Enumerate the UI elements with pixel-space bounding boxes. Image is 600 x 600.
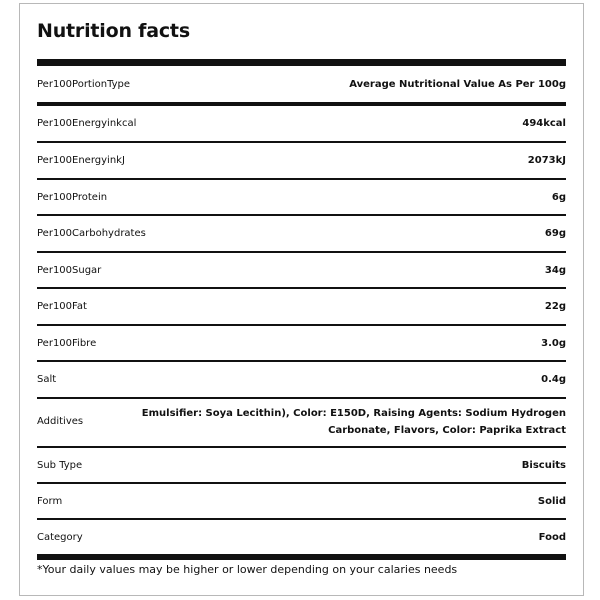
row-label: Per100Sugar — [37, 264, 102, 276]
row-label: Category — [37, 531, 83, 543]
panel-title: Nutrition facts — [37, 20, 190, 42]
row-label: Per100Protein — [37, 191, 108, 203]
nutrition-row — [37, 520, 566, 554]
row-value: 69g — [544, 228, 566, 239]
row-value: Food — [538, 531, 566, 543]
nutrition-row — [37, 484, 566, 518]
row-label: Per100Carbohydrates — [37, 228, 146, 239]
nutrition-row — [37, 216, 566, 251]
header-row-label: Per100PortionType — [37, 78, 131, 90]
nutrition-row — [37, 253, 566, 287]
row-value: 34g — [544, 264, 566, 276]
row-value: 0.4g — [541, 374, 566, 385]
row-label: Form — [37, 495, 63, 507]
header-row-value: Average Nutritional Value As Per 100g — [349, 78, 566, 90]
nutrition-facts-panel — [19, 3, 584, 596]
top-divider — [37, 59, 566, 66]
nutrition-row — [37, 448, 566, 482]
nutrition-row — [37, 143, 566, 178]
row-value: 3.0g — [541, 337, 566, 349]
row-label: Additives — [37, 416, 84, 427]
row-label: Salt — [37, 374, 57, 385]
nutrition-row — [37, 362, 566, 397]
nutrition-row-additives — [37, 399, 566, 444]
nutrition-row — [37, 289, 566, 324]
nutrition-row — [37, 326, 566, 360]
row-label: Per100Fibre — [37, 337, 97, 349]
row-label: Per100EnergyinkJ — [37, 155, 125, 166]
row-value: Solid — [537, 495, 566, 507]
row-value: 22g — [544, 301, 566, 312]
row-value: 2073kJ — [527, 155, 566, 166]
row-value: Biscuits — [521, 459, 566, 471]
nutrition-row — [37, 180, 566, 214]
row-label: Per100Energyinkcal — [37, 118, 137, 129]
bottom-divider — [37, 554, 566, 560]
row-label: Per100Fat — [37, 301, 87, 312]
row-value: 6g — [551, 191, 566, 203]
header-row — [37, 66, 566, 102]
footnote: *Your daily values may be higher or lower depending on your calaries needs — [37, 563, 458, 576]
row-value: 494kcal — [522, 118, 566, 129]
row-label: Sub Type — [37, 459, 83, 471]
row-value: Emulsifier: Soya Lecithin), Color: E150D, Raising Agents: Sodium Hydrogen Carbonate, Flavors, Color: Paprika Extract — [141, 407, 566, 436]
nutrition-row — [37, 106, 566, 141]
